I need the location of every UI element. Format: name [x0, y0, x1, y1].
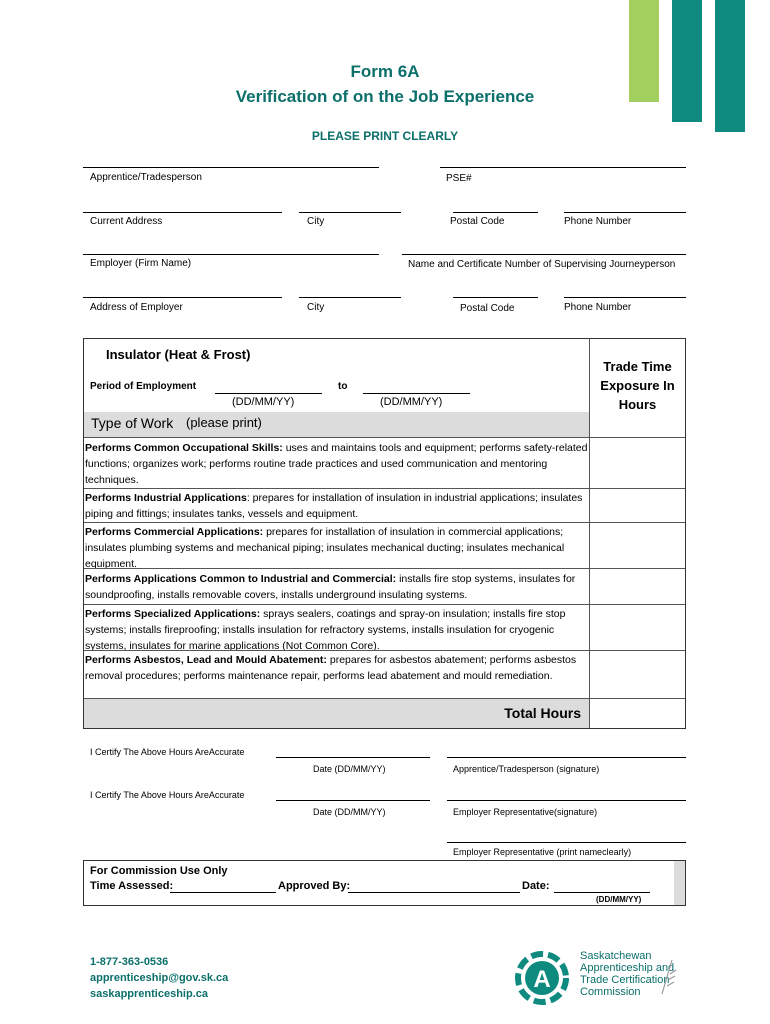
logo-line-4: Commission [580, 986, 641, 998]
phone-line[interactable] [564, 212, 686, 213]
task-row-2 [85, 490, 589, 522]
period-end-line[interactable] [363, 393, 470, 394]
current-address-label: Current Address [90, 216, 163, 227]
trade-name: Insulator (Heat & Frost) [106, 347, 251, 362]
type-of-work-bar [84, 412, 589, 437]
apprentice-label: Apprentice/Tradesperson [90, 172, 202, 183]
employer-postal-label: Postal Code [460, 303, 515, 314]
task-4-title: Performs Applications Common to Industrial and Commercial: [85, 573, 397, 585]
period-start-format: (DD/MM/YY) [232, 396, 295, 408]
apprentice-line[interactable] [83, 167, 379, 168]
task-row-5 [85, 606, 589, 650]
time-assessed-label: Time Assessed: [90, 880, 174, 892]
pse-line[interactable] [440, 167, 686, 168]
employer-signature-label: Employer Representative(signature) [453, 807, 598, 817]
employer-signature-line[interactable] [447, 800, 686, 801]
approved-by-line[interactable] [348, 892, 520, 893]
print-instruction: PLEASE PRINT CLEARLY [311, 129, 459, 143]
employer-postal-line[interactable] [453, 297, 538, 298]
trade-time-header: Trade Time Exposure In Hours [600, 359, 675, 412]
logo-line-1: Saskatchewan [580, 950, 652, 962]
period-label: Period of Employment [90, 381, 197, 392]
journeyperson-label: Name and Certificate Number of Supervising Journeyperson [408, 259, 676, 270]
total-hours-bar [84, 699, 589, 728]
commission-date-line[interactable] [554, 892, 650, 893]
apprentice-signature-label: Apprentice/Tradesperson (signature) [453, 764, 600, 774]
logo-mark-icon [508, 948, 576, 1006]
type-of-work-label: Type of Work [91, 415, 174, 431]
contact-email[interactable]: apprenticeship@gov.sk.ca [90, 972, 229, 984]
certify-statement-1: I Certify The Above Hours AreAccurate [90, 747, 245, 757]
employer-print-line[interactable] [447, 842, 686, 843]
logo-letter: A [533, 966, 551, 993]
current-address-line[interactable] [83, 212, 282, 213]
city-line[interactable] [299, 212, 401, 213]
employer-phone-line[interactable] [564, 297, 686, 298]
task-2-text: : prepares for installation of insulation in industrial applications; insulates piping and fittings; insulates tanks, vessels and equipment. [85, 492, 583, 520]
row-divider [84, 604, 685, 605]
employer-print-label: Employer Representative (print nameclearly) [453, 847, 632, 857]
task-row-3 [85, 524, 589, 568]
logo-line-3: Trade Certification [580, 974, 670, 986]
pse-label: PSE# [446, 173, 472, 184]
task-row-6 [85, 652, 589, 698]
employer-label: Employer (Firm Name) [90, 258, 192, 269]
task-row-1 [85, 440, 589, 488]
form-number: Form 6A [350, 62, 420, 81]
task-3-text: prepares for installation of insulation in commercial applications; insulates plumbing systems and mechanical piping; insulates mechanical ducting; insulates mechanical equipment. [85, 526, 565, 568]
total-hours-label: Total Hours [504, 705, 581, 721]
period-end-format: (DD/MM/YY) [380, 396, 443, 408]
row-divider [84, 488, 685, 489]
employer-address-line[interactable] [83, 297, 282, 298]
task-4-text: installs fire stop systems, insulates for soundproofing, installs removable covers, installs underground insulating systems. [85, 573, 576, 601]
task-3-title: Performs Commercial Applications: [85, 526, 264, 538]
phone-label: Phone Number [564, 216, 632, 227]
wheat-icon [658, 956, 678, 996]
form-title: Verification of on the Job Experience [235, 87, 535, 106]
task-5-title: Performs Specialized Applications: [85, 608, 261, 620]
contact-web[interactable]: saskapprenticeship.ca [90, 988, 209, 1000]
task-row-4 [85, 571, 589, 603]
commission-logo [508, 948, 678, 1008]
apprentice-signature-line[interactable] [447, 757, 686, 758]
postal-code-label: Postal Code [450, 216, 505, 227]
commission-date-label: Date: [522, 880, 550, 892]
time-assessed-line[interactable] [170, 892, 276, 893]
row-divider [84, 437, 685, 438]
employer-phone-label: Phone Number [564, 302, 632, 313]
task-1-title: Performs Common Occupational Skills: [85, 442, 283, 454]
row-divider [84, 568, 685, 569]
certify-date-label-2: Date (DD/MM/YY) [313, 807, 386, 817]
certify-date-line-1[interactable] [276, 757, 430, 758]
journeyperson-line[interactable] [402, 254, 686, 255]
city-label: City [307, 216, 325, 227]
employer-city-label: City [307, 302, 325, 313]
certify-statement-2: I Certify The Above Hours AreAccurate [90, 790, 245, 800]
contact-phone: 1-877-363-0536 [90, 956, 169, 968]
commission-date-format: (DD/MM/YY) [596, 895, 642, 904]
total-hours-cell[interactable] [589, 698, 686, 728]
task-1-text: uses and maintains tools and equipment; performs safety-related functions; organizes work; performs routine trade practices and used communication and mentoring techniques. [85, 442, 588, 486]
task-5-text: sprays sealers, coatings and spray-on insulation; installs fire stop systems; installs fireproofing; installs insulation for refractory systems, installs insulation for cryogenic systems, insulates for marine applications (Not Common Core). [85, 608, 566, 650]
postal-code-line[interactable] [453, 212, 538, 213]
task-6-text: prepares for asbestos abatement; performs asbestos removal procedures; performs maintenance repair, performs lead abatement and mould remediation. [85, 654, 577, 682]
certify-date-label-1: Date (DD/MM/YY) [313, 764, 386, 774]
please-print-label: (please print) [186, 415, 262, 430]
period-to: to [338, 381, 348, 392]
employer-city-line[interactable] [299, 297, 401, 298]
row-divider [84, 650, 685, 651]
logo-line-2: Apprenticeship and [580, 962, 675, 974]
row-divider [84, 522, 685, 523]
task-2-title: Performs Industrial Applications [85, 492, 247, 504]
hours-column-divider [589, 338, 590, 699]
period-start-line[interactable] [215, 393, 322, 394]
employer-address-label: Address of Employer [90, 302, 183, 313]
commission-heading: For Commission Use Only [90, 865, 228, 877]
employer-line[interactable] [83, 254, 379, 255]
approved-by-label: Approved By: [278, 880, 351, 892]
certify-date-line-2[interactable] [276, 800, 430, 801]
task-6-title: Performs Asbestos, Lead and Mould Abatement: [85, 654, 327, 666]
